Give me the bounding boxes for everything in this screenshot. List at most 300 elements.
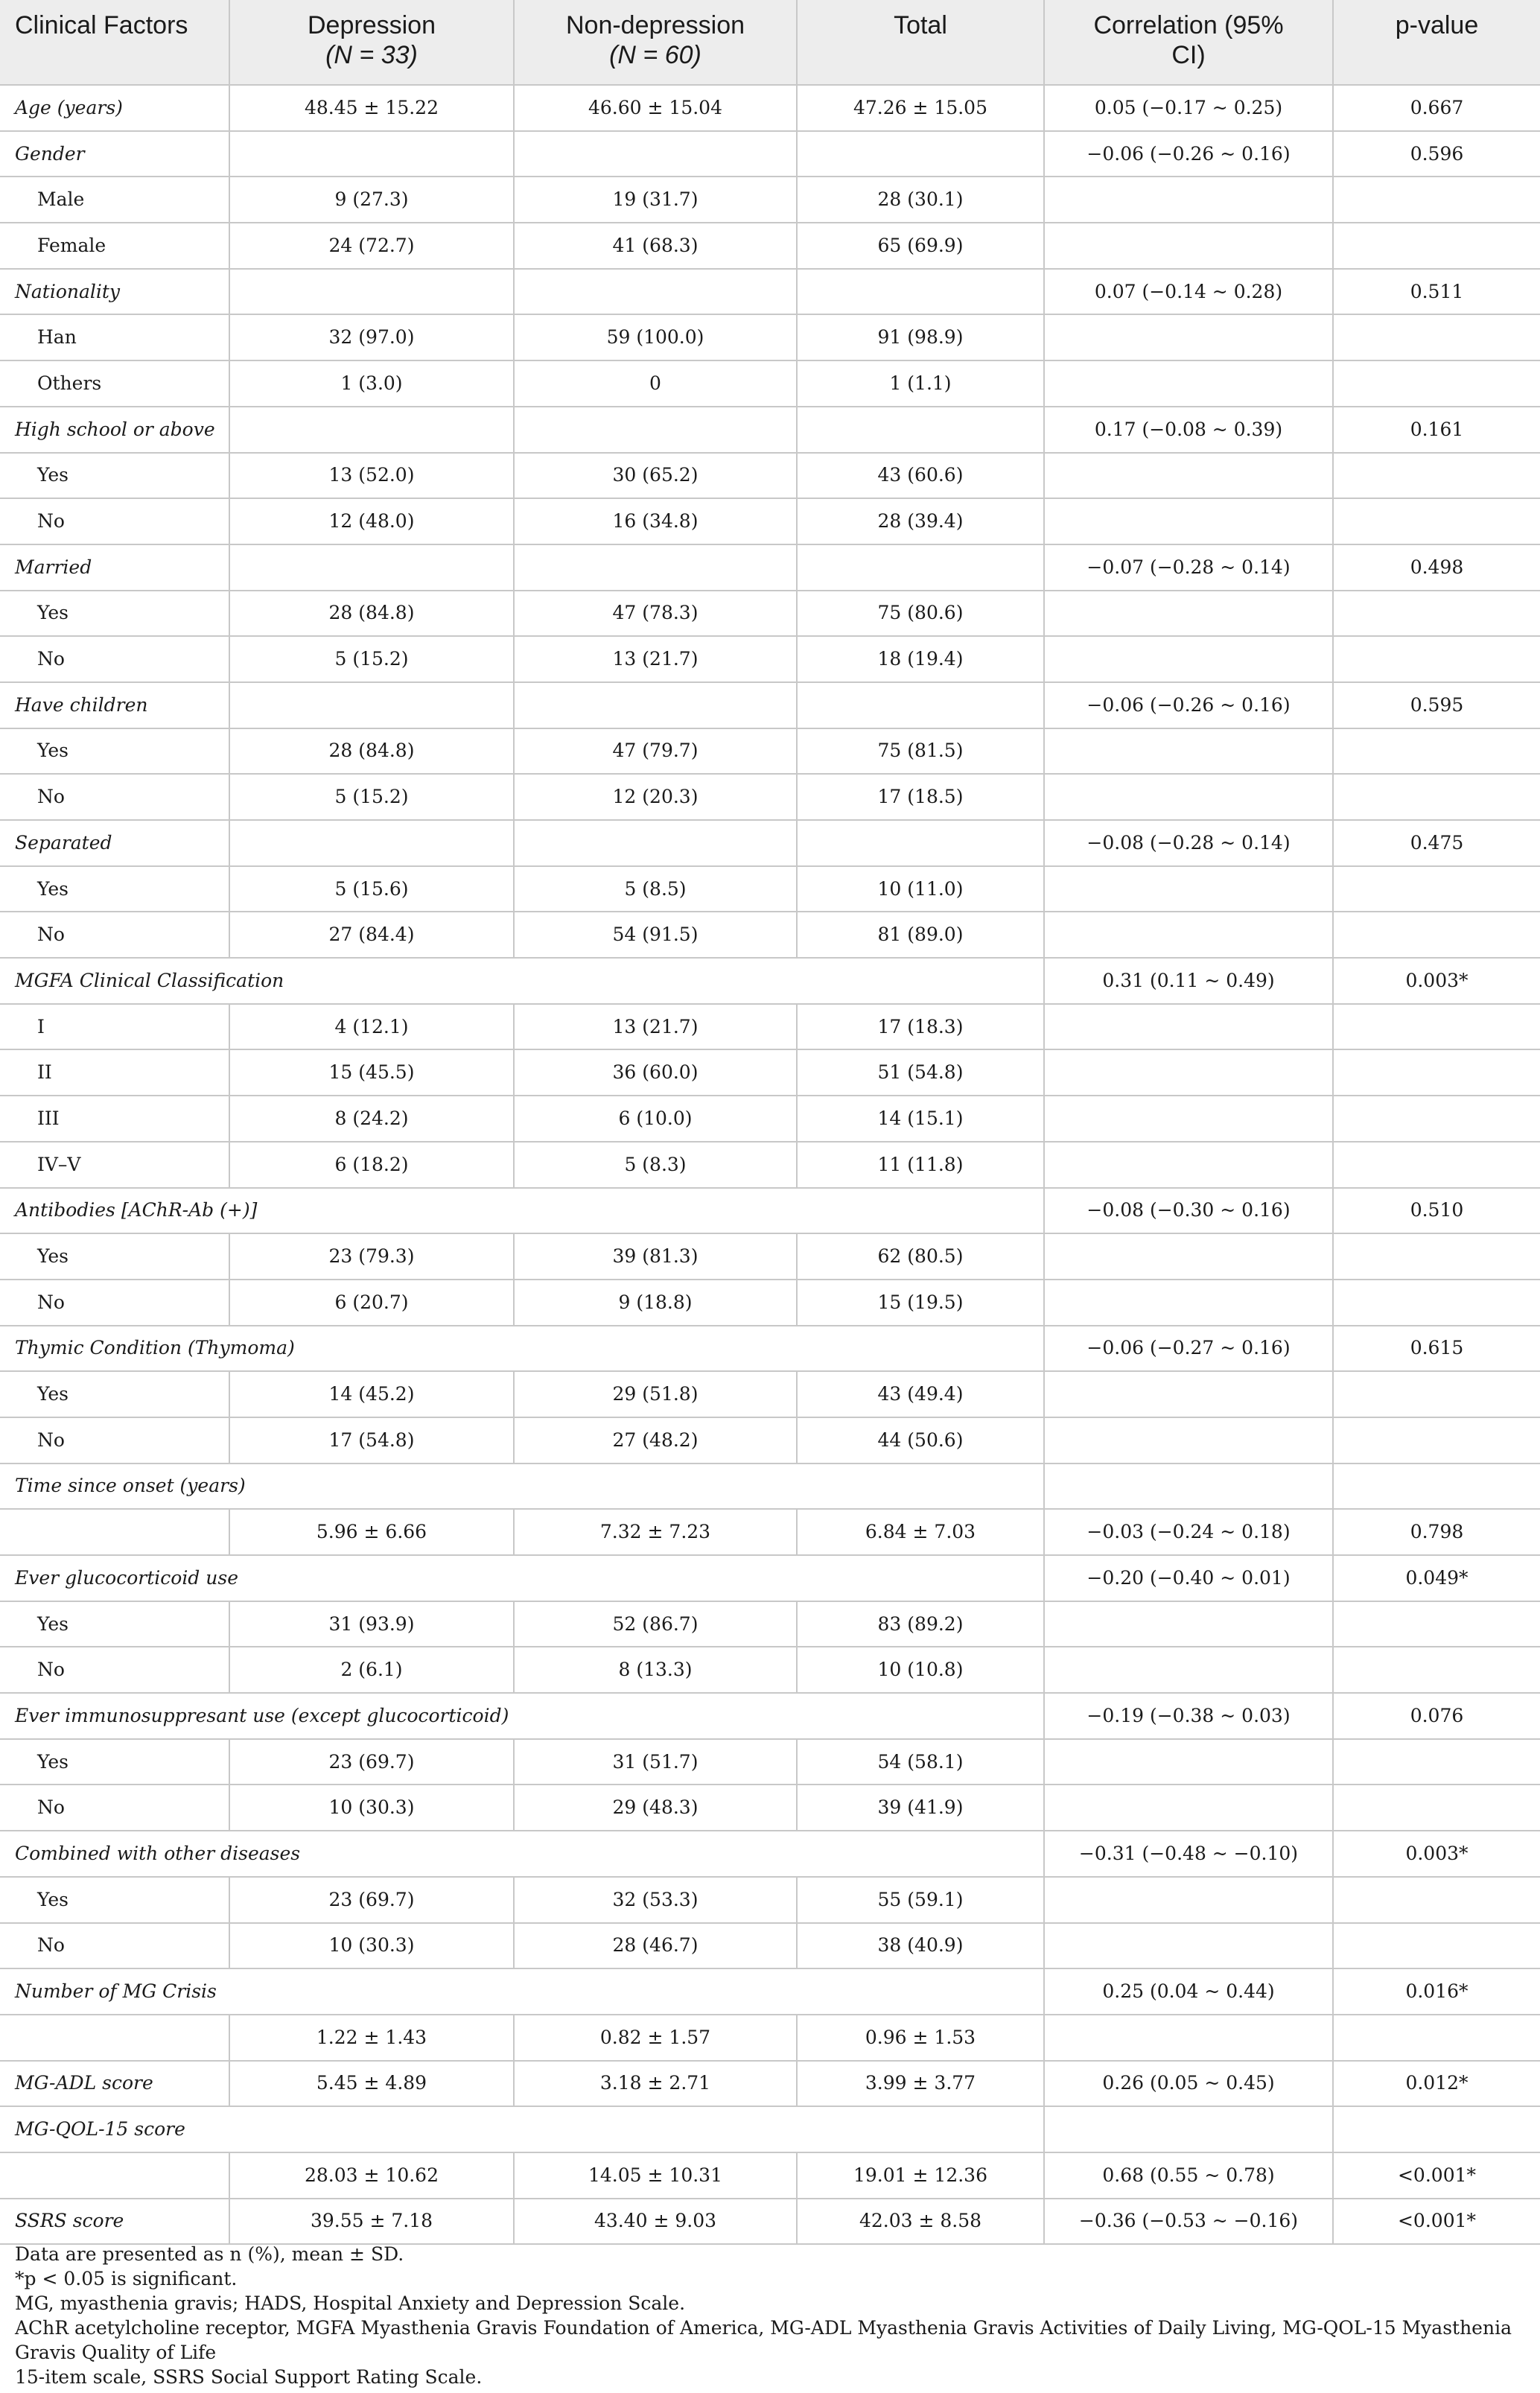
- cell-depression: [229, 131, 514, 177]
- cell-depression: 13 (52.0): [229, 453, 514, 499]
- row-label: Combined with other diseases: [0, 1831, 1044, 1877]
- cell-p-value: 0.798: [1333, 1509, 1540, 1555]
- table-row: [0, 1142, 1540, 1188]
- cell-p-value: 0.003*: [1333, 958, 1540, 1004]
- cell-correlation: [1044, 1923, 1333, 1969]
- cell-correlation: −0.06 (−0.26 ~ 0.16): [1044, 682, 1333, 728]
- cell-p-value: 0.498: [1333, 544, 1540, 591]
- cell-non-depression: 12 (20.3): [514, 774, 797, 820]
- table-row: [0, 1049, 1540, 1096]
- cell-correlation: [1044, 498, 1333, 544]
- cell-non-depression: 27 (48.2): [514, 1417, 797, 1464]
- cell-total: [797, 820, 1044, 866]
- cell-total: 51 (54.8): [797, 1049, 1044, 1096]
- cell-non-depression: 19 (31.7): [514, 177, 797, 223]
- table-row: [0, 1096, 1540, 1142]
- cell-p-value: [1333, 1004, 1540, 1050]
- row-label: Separated: [0, 820, 229, 866]
- cell-non-depression: 7.32 ± 7.23: [514, 1509, 797, 1555]
- cell-total: 28 (30.1): [797, 177, 1044, 223]
- cell-non-depression: 0.82 ± 1.57: [514, 2015, 797, 2061]
- cell-p-value: 0.615: [1333, 1326, 1540, 1372]
- row-label: [0, 2152, 229, 2199]
- cell-total: 44 (50.6): [797, 1417, 1044, 1464]
- table-row: [0, 85, 1540, 131]
- table-row: [0, 1877, 1540, 1923]
- cell-non-depression: 52 (86.7): [514, 1601, 797, 1647]
- cell-p-value: [1333, 223, 1540, 269]
- row-label: Nationality: [0, 269, 229, 315]
- cell-p-value: 0.161: [1333, 407, 1540, 453]
- cell-p-value: [1333, 314, 1540, 360]
- cell-total: 83 (89.2): [797, 1601, 1044, 1647]
- table-row: [0, 223, 1540, 269]
- table-row: [0, 2152, 1540, 2199]
- cell-total: 3.99 ± 3.77: [797, 2061, 1044, 2107]
- cell-p-value: [1333, 498, 1540, 544]
- cell-depression: 48.45 ± 15.22: [229, 85, 514, 131]
- table-row: [0, 1831, 1540, 1877]
- row-label: Yes: [0, 1601, 229, 1647]
- cell-depression: [229, 820, 514, 866]
- cell-total: [797, 544, 1044, 591]
- header-total: Total: [797, 0, 1044, 85]
- cell-p-value: [1333, 1233, 1540, 1280]
- cell-total: 17 (18.3): [797, 1004, 1044, 1050]
- header-depression-title: Depression: [308, 11, 436, 39]
- cell-total: 0.96 ± 1.53: [797, 2015, 1044, 2061]
- cell-correlation: [1044, 1142, 1333, 1188]
- table-row: [0, 1371, 1540, 1417]
- row-label: Time since onset (years): [0, 1464, 1044, 1510]
- cell-total: 6.84 ± 7.03: [797, 1509, 1044, 1555]
- cell-correlation: [1044, 774, 1333, 820]
- cell-depression: 23 (69.7): [229, 1739, 514, 1785]
- cell-p-value: 0.003*: [1333, 1831, 1540, 1877]
- row-label: MG-ADL score: [0, 2061, 229, 2107]
- cell-correlation: [1044, 314, 1333, 360]
- cell-p-value: [1333, 866, 1540, 912]
- cell-total: 18 (19.4): [797, 636, 1044, 682]
- cell-non-depression: 30 (65.2): [514, 453, 797, 499]
- table-row: [0, 1188, 1540, 1234]
- cell-depression: 24 (72.7): [229, 223, 514, 269]
- cell-p-value: 0.049*: [1333, 1555, 1540, 1601]
- cell-correlation: 0.26 (0.05 ~ 0.45): [1044, 2061, 1333, 2107]
- table-body: [0, 85, 1540, 2244]
- table-row: [0, 591, 1540, 637]
- cell-total: 75 (80.6): [797, 591, 1044, 637]
- cell-p-value: 0.510: [1333, 1188, 1540, 1234]
- cell-non-depression: 31 (51.7): [514, 1739, 797, 1785]
- cell-correlation: −0.03 (−0.24 ~ 0.18): [1044, 1509, 1333, 1555]
- row-label: I: [0, 1004, 229, 1050]
- table-header-row: [0, 0, 1540, 85]
- row-label: IV–V: [0, 1142, 229, 1188]
- cell-correlation: [1044, 1233, 1333, 1280]
- cell-depression: 2 (6.1): [229, 1647, 514, 1693]
- cell-non-depression: 29 (51.8): [514, 1371, 797, 1417]
- cell-p-value: 0.511: [1333, 269, 1540, 315]
- cell-correlation: −0.06 (−0.26 ~ 0.16): [1044, 131, 1333, 177]
- cell-total: 81 (89.0): [797, 912, 1044, 958]
- cell-total: 10 (10.8): [797, 1647, 1044, 1693]
- table-row: [0, 314, 1540, 360]
- cell-depression: 39.55 ± 7.18: [229, 2199, 514, 2245]
- cell-total: [797, 682, 1044, 728]
- cell-p-value: [1333, 1142, 1540, 1188]
- cell-correlation: [1044, 912, 1333, 958]
- row-label: III: [0, 1096, 229, 1142]
- header-non-depression: [514, 0, 797, 85]
- header-correlation: [1044, 0, 1333, 85]
- cell-correlation: 0.31 (0.11 ~ 0.49): [1044, 958, 1333, 1004]
- cell-depression: 5.96 ± 6.66: [229, 1509, 514, 1555]
- cell-non-depression: [514, 820, 797, 866]
- table-row: [0, 1233, 1540, 1280]
- cell-depression: 6 (20.7): [229, 1280, 514, 1326]
- cell-correlation: [1044, 2106, 1333, 2152]
- cell-depression: [229, 269, 514, 315]
- footnote-abbrev-mg-hads: MG, myasthenia gravis; HADS, Hospital Anxiety and Depression Scale.: [15, 2292, 686, 2314]
- cell-non-depression: 16 (34.8): [514, 498, 797, 544]
- row-label: Number of MG Crisis: [0, 1968, 1044, 2015]
- row-label: [0, 1509, 229, 1555]
- cell-non-depression: 47 (79.7): [514, 728, 797, 775]
- cell-non-depression: 32 (53.3): [514, 1877, 797, 1923]
- cell-correlation: −0.31 (−0.48 ~ −0.10): [1044, 1831, 1333, 1877]
- cell-p-value: 0.596: [1333, 131, 1540, 177]
- cell-non-depression: 9 (18.8): [514, 1280, 797, 1326]
- row-label: [0, 2015, 229, 2061]
- table-row: [0, 177, 1540, 223]
- cell-correlation: [1044, 1739, 1333, 1785]
- table-row: [0, 407, 1540, 453]
- cell-correlation: [1044, 177, 1333, 223]
- cell-non-depression: 43.40 ± 9.03: [514, 2199, 797, 2245]
- row-label: Male: [0, 177, 229, 223]
- row-label: Have children: [0, 682, 229, 728]
- table-row: [0, 498, 1540, 544]
- table-row: [0, 131, 1540, 177]
- row-label: II: [0, 1049, 229, 1096]
- cell-p-value: [1333, 1877, 1540, 1923]
- cell-p-value: [1333, 1647, 1540, 1693]
- cell-depression: 14 (45.2): [229, 1371, 514, 1417]
- row-label: Yes: [0, 591, 229, 637]
- cell-depression: 23 (79.3): [229, 1233, 514, 1280]
- header-p-value: p-value: [1333, 0, 1540, 85]
- cell-non-depression: 14.05 ± 10.31: [514, 2152, 797, 2199]
- row-label: No: [0, 1647, 229, 1693]
- row-label: Yes: [0, 728, 229, 775]
- table-row: [0, 1785, 1540, 1831]
- cell-p-value: [1333, 1601, 1540, 1647]
- cell-non-depression: 54 (91.5): [514, 912, 797, 958]
- table-footnotes: [15, 2242, 1527, 2389]
- header-non-depression-title: Non-depression: [565, 11, 745, 39]
- table-row: [0, 1004, 1540, 1050]
- cell-total: 38 (40.9): [797, 1923, 1044, 1969]
- cell-total: 75 (81.5): [797, 728, 1044, 775]
- footnote-data-presentation: Data are presented as n (%), mean ± SD.: [15, 2243, 404, 2265]
- cell-total: 43 (60.6): [797, 453, 1044, 499]
- cell-p-value: 0.016*: [1333, 1968, 1540, 2015]
- cell-non-depression: [514, 682, 797, 728]
- cell-depression: [229, 682, 514, 728]
- cell-correlation: [1044, 1601, 1333, 1647]
- row-label: MG-QOL-15 score: [0, 2106, 1044, 2152]
- cell-correlation: [1044, 360, 1333, 407]
- cell-correlation: −0.20 (−0.40 ~ 0.01): [1044, 1555, 1333, 1601]
- cell-total: [797, 131, 1044, 177]
- cell-non-depression: 47 (78.3): [514, 591, 797, 637]
- cell-correlation: [1044, 1004, 1333, 1050]
- row-label: SSRS score: [0, 2199, 229, 2245]
- cell-p-value: [1333, 453, 1540, 499]
- cell-depression: 8 (24.2): [229, 1096, 514, 1142]
- cell-p-value: [1333, 1464, 1540, 1510]
- cell-p-value: <0.001*: [1333, 2199, 1540, 2245]
- cell-total: 43 (49.4): [797, 1371, 1044, 1417]
- cell-non-depression: 0: [514, 360, 797, 407]
- cell-correlation: 0.25 (0.04 ~ 0.44): [1044, 1968, 1333, 2015]
- table-row: [0, 544, 1540, 591]
- row-label: Yes: [0, 1233, 229, 1280]
- table-row: [0, 2061, 1540, 2107]
- cell-total: 47.26 ± 15.05: [797, 85, 1044, 131]
- cell-non-depression: [514, 269, 797, 315]
- cell-depression: 4 (12.1): [229, 1004, 514, 1050]
- cell-p-value: [1333, 728, 1540, 775]
- cell-non-depression: 5 (8.3): [514, 1142, 797, 1188]
- cell-non-depression: 8 (13.3): [514, 1647, 797, 1693]
- cell-p-value: 0.595: [1333, 682, 1540, 728]
- cell-p-value: [1333, 1417, 1540, 1464]
- cell-correlation: 0.05 (−0.17 ~ 0.25): [1044, 85, 1333, 131]
- cell-total: [797, 269, 1044, 315]
- row-label: No: [0, 774, 229, 820]
- cell-p-value: 0.012*: [1333, 2061, 1540, 2107]
- header-correlation-line1: Correlation (95%: [1093, 11, 1284, 39]
- row-label: MGFA Clinical Classification: [0, 958, 1044, 1004]
- cell-p-value: [1333, 591, 1540, 637]
- cell-p-value: 0.076: [1333, 1693, 1540, 1739]
- table-row: [0, 2015, 1540, 2061]
- cell-non-depression: 5 (8.5): [514, 866, 797, 912]
- cell-p-value: [1333, 1739, 1540, 1785]
- cell-depression: 9 (27.3): [229, 177, 514, 223]
- cell-total: 62 (80.5): [797, 1233, 1044, 1280]
- cell-depression: 10 (30.3): [229, 1923, 514, 1969]
- row-label: Yes: [0, 1371, 229, 1417]
- cell-total: 11 (11.8): [797, 1142, 1044, 1188]
- cell-p-value: [1333, 1049, 1540, 1096]
- cell-p-value: [1333, 1923, 1540, 1969]
- row-label: Han: [0, 314, 229, 360]
- row-label: No: [0, 1785, 229, 1831]
- cell-depression: 28 (84.8): [229, 728, 514, 775]
- header-clinical-factors: Clinical Factors: [0, 0, 229, 85]
- cell-total: 28 (39.4): [797, 498, 1044, 544]
- cell-correlation: [1044, 591, 1333, 637]
- table-row: [0, 866, 1540, 912]
- cell-non-depression: [514, 131, 797, 177]
- cell-total: 1 (1.1): [797, 360, 1044, 407]
- cell-p-value: [1333, 912, 1540, 958]
- row-label: No: [0, 912, 229, 958]
- cell-p-value: 0.475: [1333, 820, 1540, 866]
- table-row: [0, 1693, 1540, 1739]
- table-row: [0, 1739, 1540, 1785]
- table-row: [0, 1509, 1540, 1555]
- cell-correlation: [1044, 1417, 1333, 1464]
- cell-depression: 12 (48.0): [229, 498, 514, 544]
- row-label: Yes: [0, 866, 229, 912]
- table-row: [0, 1923, 1540, 1969]
- row-label: Antibodies [AChR-Ab (+)]: [0, 1188, 1044, 1234]
- footnote-abbrev-scales: AChR acetylcholine receptor, MGFA Myasthenia Gravis Foundation of America, MG-ADL Myasthenia Gravis Activities of Daily Living, MG-QOL-15 Myasthenia Gravis Quality of Life: [15, 2317, 1512, 2363]
- table-row: [0, 958, 1540, 1004]
- table-row: [0, 728, 1540, 775]
- row-label: No: [0, 1923, 229, 1969]
- cell-total: 55 (59.1): [797, 1877, 1044, 1923]
- cell-correlation: [1044, 453, 1333, 499]
- header-non-depression-n: (N = 60): [609, 41, 701, 69]
- table-row: [0, 1555, 1540, 1601]
- table-row: [0, 1647, 1540, 1693]
- cell-total: 14 (15.1): [797, 1096, 1044, 1142]
- cell-non-depression: 28 (46.7): [514, 1923, 797, 1969]
- cell-depression: 5.45 ± 4.89: [229, 2061, 514, 2107]
- table-row: [0, 912, 1540, 958]
- cell-depression: [229, 544, 514, 591]
- cell-depression: 10 (30.3): [229, 1785, 514, 1831]
- cell-correlation: 0.07 (−0.14 ~ 0.28): [1044, 269, 1333, 315]
- cell-p-value: [1333, 360, 1540, 407]
- row-label: Yes: [0, 1739, 229, 1785]
- cell-correlation: [1044, 1280, 1333, 1326]
- cell-correlation: [1044, 223, 1333, 269]
- cell-p-value: [1333, 177, 1540, 223]
- cell-depression: [229, 407, 514, 453]
- cell-depression: 28.03 ± 10.62: [229, 2152, 514, 2199]
- table-row: [0, 269, 1540, 315]
- cell-total: 10 (11.0): [797, 866, 1044, 912]
- table-row: [0, 2199, 1540, 2245]
- cell-total: [797, 407, 1044, 453]
- cell-correlation: [1044, 728, 1333, 775]
- cell-correlation: [1044, 1464, 1333, 1510]
- cell-depression: 5 (15.6): [229, 866, 514, 912]
- cell-correlation: [1044, 1785, 1333, 1831]
- cell-correlation: −0.07 (−0.28 ~ 0.14): [1044, 544, 1333, 591]
- row-label: Female: [0, 223, 229, 269]
- cell-depression: 32 (97.0): [229, 314, 514, 360]
- cell-correlation: [1044, 1647, 1333, 1693]
- cell-depression: 31 (93.9): [229, 1601, 514, 1647]
- table-row: [0, 1280, 1540, 1326]
- table-row: [0, 1326, 1540, 1372]
- table-row: [0, 636, 1540, 682]
- cell-p-value: [1333, 2106, 1540, 2152]
- cell-total: 17 (18.5): [797, 774, 1044, 820]
- cell-correlation: [1044, 1096, 1333, 1142]
- header-correlation-line2: CI): [1171, 41, 1206, 69]
- cell-depression: 28 (84.8): [229, 591, 514, 637]
- row-label: Ever glucocorticoid use: [0, 1555, 1044, 1601]
- table-row: [0, 1968, 1540, 2015]
- row-label: No: [0, 498, 229, 544]
- cell-depression: 17 (54.8): [229, 1417, 514, 1464]
- table-row: [0, 1601, 1540, 1647]
- table-row: [0, 360, 1540, 407]
- row-label: No: [0, 1280, 229, 1326]
- row-label: Others: [0, 360, 229, 407]
- row-label: No: [0, 1417, 229, 1464]
- cell-p-value: [1333, 774, 1540, 820]
- cell-depression: 27 (84.4): [229, 912, 514, 958]
- table-row: [0, 1417, 1540, 1464]
- cell-non-depression: 59 (100.0): [514, 314, 797, 360]
- cell-non-depression: [514, 544, 797, 591]
- cell-total: 42.03 ± 8.58: [797, 2199, 1044, 2245]
- row-label: Married: [0, 544, 229, 591]
- cell-p-value: [1333, 1371, 1540, 1417]
- cell-non-depression: 3.18 ± 2.71: [514, 2061, 797, 2107]
- row-label: Ever immunosuppresant use (except glucocorticoid): [0, 1693, 1044, 1739]
- row-label: Yes: [0, 453, 229, 499]
- cell-non-depression: 39 (81.3): [514, 1233, 797, 1280]
- cell-correlation: [1044, 2015, 1333, 2061]
- cell-total: 15 (19.5): [797, 1280, 1044, 1326]
- cell-non-depression: 46.60 ± 15.04: [514, 85, 797, 131]
- cell-correlation: [1044, 1877, 1333, 1923]
- cell-p-value: [1333, 1096, 1540, 1142]
- row-label: Thymic Condition (Thymoma): [0, 1326, 1044, 1372]
- cell-correlation: −0.19 (−0.38 ~ 0.03): [1044, 1693, 1333, 1739]
- footnote-significance: *p < 0.05 is significant.: [15, 2268, 238, 2289]
- cell-non-depression: 36 (60.0): [514, 1049, 797, 1096]
- cell-total: 65 (69.9): [797, 223, 1044, 269]
- cell-total: 39 (41.9): [797, 1785, 1044, 1831]
- row-label: No: [0, 636, 229, 682]
- cell-correlation: −0.06 (−0.27 ~ 0.16): [1044, 1326, 1333, 1372]
- row-label: High school or above: [0, 407, 229, 453]
- cell-non-depression: [514, 407, 797, 453]
- cell-p-value: <0.001*: [1333, 2152, 1540, 2199]
- row-label: Age (years): [0, 85, 229, 131]
- cell-p-value: [1333, 1280, 1540, 1326]
- table-row: [0, 1464, 1540, 1510]
- table-row: [0, 2106, 1540, 2152]
- cell-depression: 5 (15.2): [229, 774, 514, 820]
- cell-correlation: [1044, 1049, 1333, 1096]
- cell-correlation: [1044, 866, 1333, 912]
- row-label: Gender: [0, 131, 229, 177]
- cell-depression: 15 (45.5): [229, 1049, 514, 1096]
- cell-correlation: 0.17 (−0.08 ~ 0.39): [1044, 407, 1333, 453]
- cell-depression: 1 (3.0): [229, 360, 514, 407]
- cell-total: 91 (98.9): [797, 314, 1044, 360]
- table-row: [0, 682, 1540, 728]
- cell-non-depression: 6 (10.0): [514, 1096, 797, 1142]
- cell-p-value: [1333, 636, 1540, 682]
- cell-p-value: [1333, 1785, 1540, 1831]
- cell-depression: 5 (15.2): [229, 636, 514, 682]
- header-depression: [229, 0, 514, 85]
- cell-correlation: [1044, 636, 1333, 682]
